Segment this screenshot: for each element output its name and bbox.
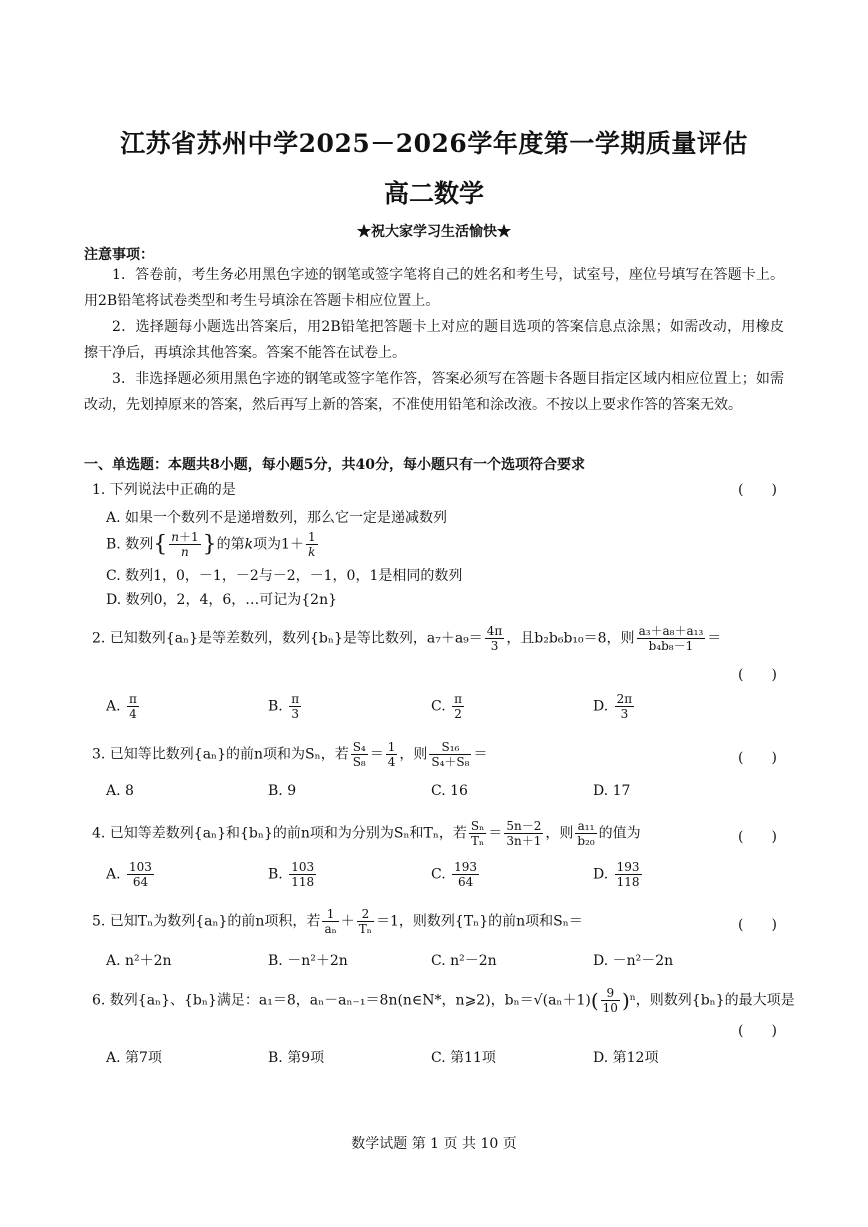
denominator: Tₙ (358, 922, 372, 936)
question-3-option-b: B. 9 (268, 783, 297, 799)
option-label: A. (106, 866, 121, 883)
question-5-option-a: A. n²＋2n (106, 953, 172, 969)
denominator: 4 (387, 755, 396, 769)
denominator: aₙ (324, 922, 337, 936)
numerator: S₁₆ (429, 740, 471, 755)
stem-part: 6. 数列{aₙ}、{bₙ}满足：a₁＝8，aₙ－aₙ₋₁＝8n(n∈N*，n⩾2)，bₙ＝√(aₙ＋1) (92, 992, 591, 1009)
fraction (637, 624, 706, 653)
question-1-option-d: D. 数列0，2，4，6，…可记为{2n} (106, 592, 337, 608)
numerator: Sₙ (470, 819, 485, 833)
denominator: b₄b₈－1 (648, 639, 694, 653)
subject-title: 高二数学 (383, 179, 484, 208)
notice-item-3: 3．非选择题必须用黑色字迹的钢笔或签字笔作答，答案必须写在答题卡各题目指定区域内相应位置上；如需改动，先划掉原来的答案，然后再写上新的答案，不准使用铅笔和涂改液。不按以上要求作答的答案无效。 (84, 371, 784, 413)
fraction (429, 740, 471, 769)
question-4-stem (92, 819, 641, 848)
left-paren: ( (590, 988, 599, 1013)
fraction (322, 907, 338, 936)
denominator: S₈ (352, 755, 366, 769)
stem-part: 的值为 (598, 825, 641, 842)
stem-part: ＝1，则数列{Tₙ}的前n项和Sₙ＝ (376, 913, 583, 930)
fraction (351, 740, 368, 769)
question-3-option-a: A. 8 (106, 783, 134, 799)
option-label: A. (106, 698, 121, 715)
denominator: 4 (129, 707, 137, 721)
fraction (306, 530, 318, 559)
question-2-option-c (431, 692, 466, 721)
equals-sign: ＝ (488, 825, 503, 842)
option-label: B. (268, 866, 283, 883)
answer-bracket: ( ) (738, 750, 777, 766)
page-footer: 数学试题 第 1 页 共 10 页 (351, 1136, 517, 1152)
question-2-option-a (106, 692, 141, 721)
stem-part: ＝ (707, 630, 722, 647)
option-label: D. (593, 698, 609, 715)
stem-part: 5. 已知Tₙ为数列{aₙ}的前n项积，若 (92, 913, 321, 930)
fraction (615, 860, 642, 889)
denominator: 64 (132, 875, 149, 889)
numerator: a₁₁ (575, 819, 596, 834)
option-label: C. (431, 698, 446, 715)
question-5-option-b: B. －n²＋2n (268, 953, 348, 969)
option-label: B. (268, 698, 283, 715)
numerator: π (291, 692, 300, 706)
question-6-option-c: C. 第11项 (431, 1050, 496, 1066)
fraction (127, 860, 154, 889)
denominator: 3 (490, 639, 499, 653)
section-heading: 一、单选题：本题共8小题，每小题5分，共40分，每小题只有一个选项符合要求 (84, 457, 585, 473)
question-2-option-b (268, 692, 303, 721)
stem-part: 2. 已知数列{aₙ}是等差数列，数列{bₙ}是等比数列，a₇＋a₉＝ (92, 630, 483, 647)
denominator: n (181, 545, 189, 559)
notice-item-2: 2．选择题每小题选出答案后，用2B铅笔把答题卡上对应的题目选项的答案信息点涂黑；如需改动，用橡皮擦干净后，再填涂其他答案。答案不能答在试卷上。 (84, 319, 784, 361)
numerator: 103 (129, 860, 152, 874)
option-label: D. (593, 866, 609, 883)
numerator: 1 (387, 740, 396, 754)
fraction (452, 860, 479, 889)
answer-bracket: ( ) (738, 829, 777, 845)
numerator: π (454, 692, 463, 706)
stem-part: ⁿ，则数列{bₙ}的最大项是 (629, 992, 795, 1009)
question-2-stem (92, 624, 721, 653)
stem-part: ，且b₂b₆b₁₀＝8，则 (506, 630, 635, 647)
numerator: π (129, 692, 137, 706)
numerator: a₃＋a₈＋a₁₃ (638, 624, 704, 638)
question-3-option-c: C. 16 (431, 783, 468, 799)
numerator: 4π (486, 624, 503, 638)
question-3-option-d: D. 17 (593, 783, 631, 799)
question-4-option-c (431, 860, 481, 889)
question-1-option-b (106, 530, 320, 559)
page-title: 江苏省苏州中学2025－2026学年度第一学期质量评估 (120, 129, 748, 158)
question-4-option-b (268, 860, 318, 889)
fraction (289, 860, 316, 889)
fraction (601, 986, 620, 1015)
option-label: C. (431, 866, 446, 883)
denominator: 118 (291, 875, 315, 889)
denominator: S₄＋S₈ (431, 755, 470, 769)
numerator: n＋1 (171, 530, 199, 544)
denominator: 3 (620, 707, 629, 721)
numerator: 103 (291, 860, 315, 874)
motto: ★祝大家学习生活愉快★ (357, 224, 511, 240)
stem-part: 3. 已知等比数列{aₙ}的前n项和为Sₙ，若 (92, 746, 349, 763)
fraction (615, 692, 635, 721)
numerator: 193 (454, 860, 478, 874)
notice-heading: 注意事项： (84, 247, 154, 263)
option-b-mid: 的第 (216, 536, 245, 553)
question-1-option-a: A. 如果一个数列不是递增数列，那么它一定是递减数列 (106, 510, 448, 526)
question-3-stem (92, 740, 487, 769)
stem-part: ＝ (473, 746, 488, 763)
denominator: 2 (454, 707, 462, 721)
fraction (469, 819, 486, 848)
plus-sign: ＋ (340, 913, 355, 930)
right-brace: } (202, 532, 217, 557)
question-5-option-c: C. n²－2n (431, 953, 497, 969)
question-5-option-d: D. －n²－2n (593, 953, 674, 969)
fraction (575, 819, 596, 848)
denominator: 3 (291, 707, 299, 721)
question-6-stem (92, 986, 795, 1015)
numerator: 2 (357, 907, 374, 922)
question-5-stem (92, 907, 583, 936)
option-b-post: 项为1＋ (253, 536, 304, 553)
question-4-option-a (106, 860, 156, 889)
question-6-option-d: D. 第12项 (593, 1050, 659, 1066)
fraction (169, 530, 200, 559)
numerator: 1 (307, 530, 316, 544)
answer-bracket: ( ) (738, 917, 777, 933)
numerator: 2π (616, 692, 633, 706)
answer-bracket: ( ) (738, 482, 777, 498)
denominator: 3n＋1 (506, 834, 542, 848)
numerator: 193 (616, 860, 640, 874)
stem-part: ，则 (399, 746, 428, 763)
question-1-stem: 1. 下列说法中正确的是 (92, 482, 236, 498)
answer-bracket: ( ) (738, 1023, 777, 1039)
option-b-k: k (244, 536, 254, 553)
option-b-prefix: B. 数列 (106, 536, 154, 553)
fraction (289, 692, 301, 721)
right-paren: ) (621, 988, 630, 1013)
notice-item-1: 1．答卷前，考生务必用黑色字迹的钢笔或签字笔将自己的姓名和考生号，试室号，座位号填写在答题卡上。用2B铅笔将试卷类型和考生号填涂在答题卡相应位置上。 (84, 267, 784, 309)
numerator: 5n－2 (506, 819, 542, 833)
question-2-option-d (593, 692, 636, 721)
denominator: 64 (457, 875, 474, 889)
numerator: S₄ (352, 740, 366, 754)
left-brace: { (153, 532, 168, 557)
denominator: Tₙ (471, 834, 485, 848)
numerator: 9 (601, 986, 620, 1001)
stem-part: ，则 (545, 825, 574, 842)
fraction (504, 819, 543, 848)
denominator: k (308, 545, 316, 559)
answer-bracket: ( ) (738, 667, 777, 683)
denominator: b₂₀ (577, 834, 595, 848)
fraction (485, 624, 505, 653)
question-6-option-a: A. 第7项 (106, 1050, 162, 1066)
fraction (386, 740, 398, 769)
fraction (127, 692, 139, 721)
fraction (357, 907, 374, 936)
fraction (452, 692, 464, 721)
question-6-option-b: B. 第9项 (268, 1050, 325, 1066)
numerator: 1 (322, 907, 338, 922)
stem-part: 4. 已知等差数列{aₙ}和{bₙ}的前n项和为分别为Sₙ和Tₙ，若 (92, 825, 467, 842)
question-1-option-c: C. 数列1，0，－1，－2与－2，－1，0，1是相同的数列 (106, 568, 463, 584)
denominator: 118 (616, 875, 640, 889)
denominator: 10 (602, 1001, 618, 1015)
equals-sign: ＝ (369, 746, 384, 763)
question-4-option-d (593, 860, 644, 889)
